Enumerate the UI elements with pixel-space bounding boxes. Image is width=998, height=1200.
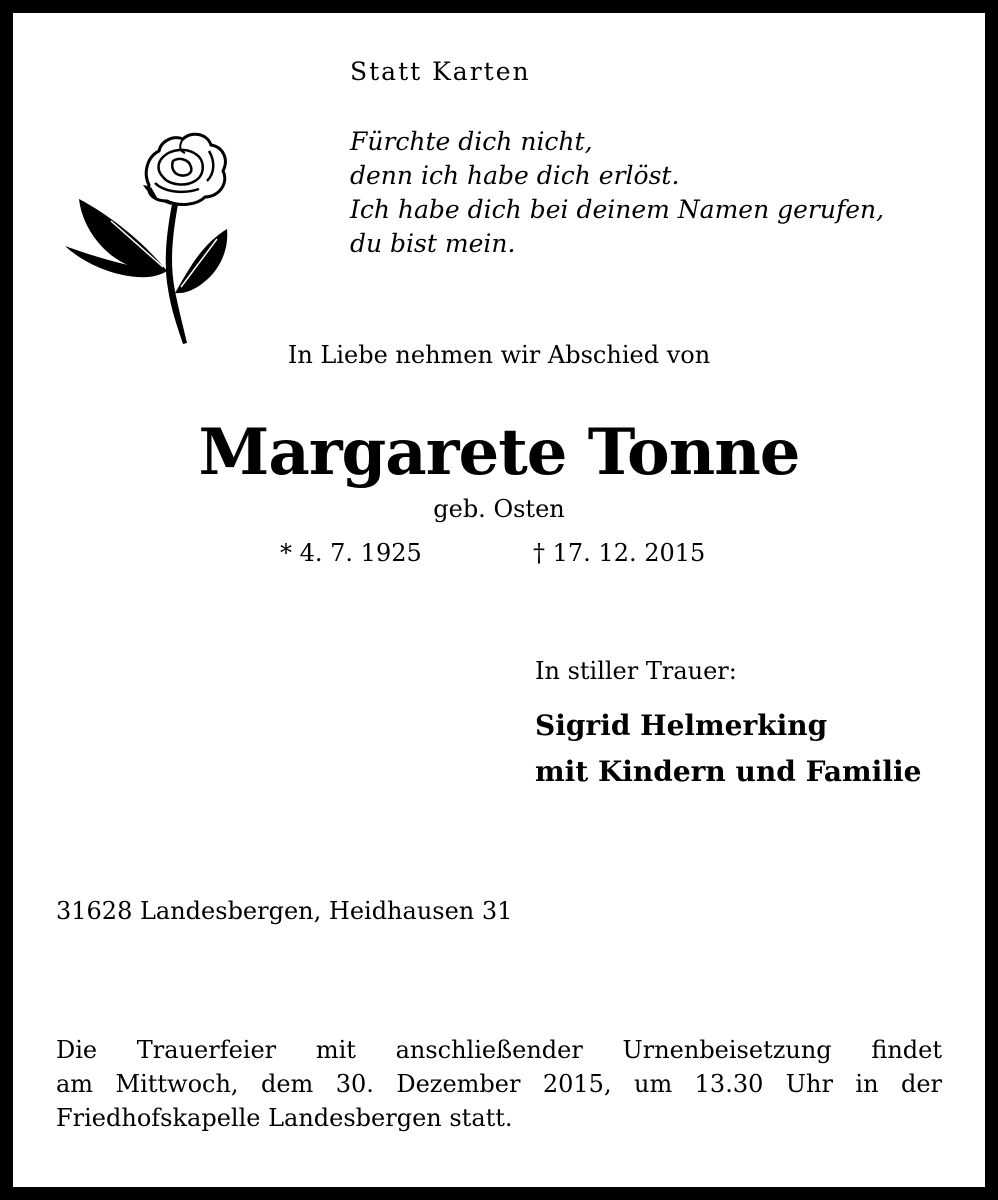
ceremony-line: Friedhofskapelle Landesbergen statt. <box>56 1104 513 1132</box>
ceremony-line: Die Trauerfeier mit anschließender Urnenbeisetzung findet <box>56 1036 942 1064</box>
family-address: 31628 Landesbergen, Heidhausen 31 <box>56 897 513 925</box>
maiden-name: geb. Osten <box>433 495 565 523</box>
ceremony-info <box>56 1033 942 1135</box>
mourner-line: mit Kindern und Familie <box>535 755 922 788</box>
birth-date: * 4. 7. 1925 <box>280 539 422 567</box>
rose-icon <box>51 121 241 346</box>
mourners-names <box>535 703 921 795</box>
header-statt-karten: Statt Karten <box>350 57 531 86</box>
deceased-name: Margarete Tonne <box>198 415 800 490</box>
death-date: † 17. 12. 2015 <box>533 539 706 567</box>
ceremony-line: am Mittwoch, dem 30. Dezember 2015, um 13.30 Uhr in der <box>56 1070 942 1098</box>
verse-line: Fürchte dich nicht, <box>350 127 593 156</box>
mourners-intro: In stiller Trauer: <box>535 657 737 685</box>
verse-line: denn ich habe dich erlöst. <box>350 161 680 190</box>
farewell-intro: In Liebe nehmen wir Abschied von <box>287 341 711 369</box>
mourner-line: Sigrid Helmerking <box>535 709 828 742</box>
verse-line: Ich habe dich bei deinem Namen gerufen, <box>350 195 885 224</box>
verse-line: du bist mein. <box>350 229 516 258</box>
bible-verse <box>350 125 884 261</box>
